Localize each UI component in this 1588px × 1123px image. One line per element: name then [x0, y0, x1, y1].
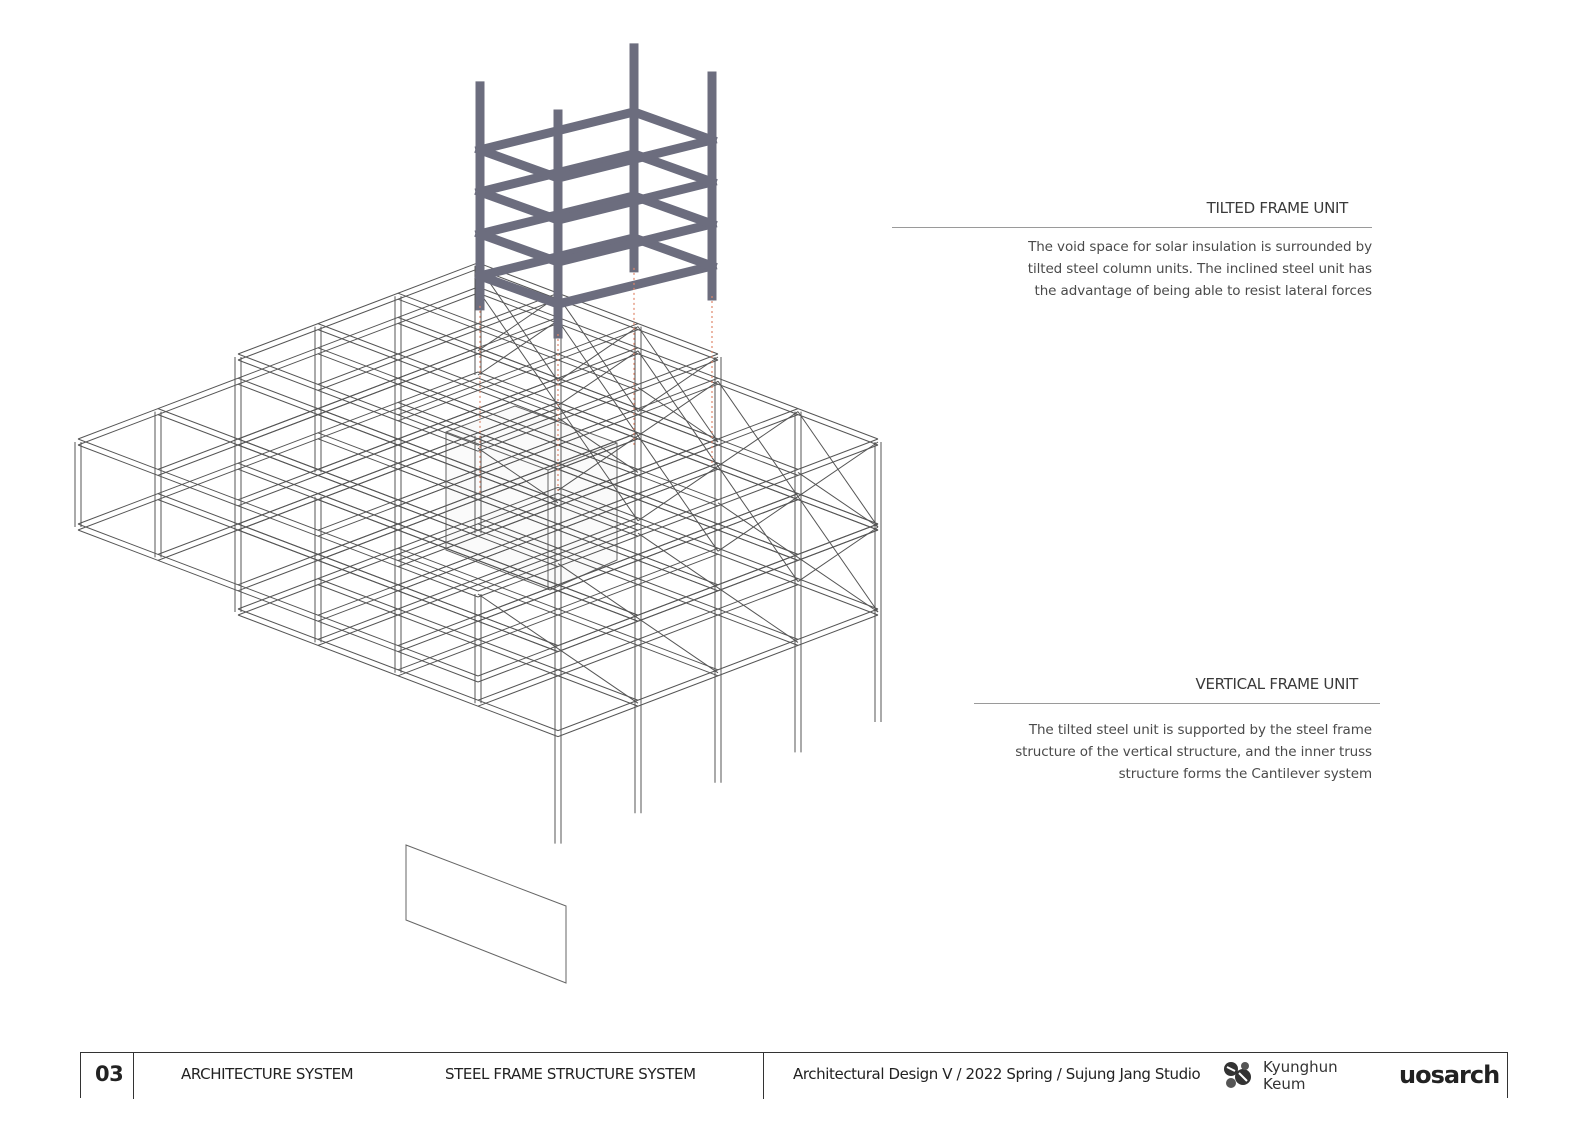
text-line: structure of the vertical structure, and the inner truss	[1015, 744, 1372, 760]
text-line: The tilted steel unit is supported by the steel frame	[1028, 722, 1372, 738]
course-label: Architectural Design V / 2022 Spring / Sujung Jang Studio	[793, 1065, 1201, 1083]
author-last-name: Keum	[1263, 1075, 1306, 1093]
text-line: structure forms the Cantilever system	[1118, 766, 1372, 782]
text-line: tilted steel column units. The inclined steel unit has	[1027, 261, 1372, 277]
author-name	[1263, 1059, 1338, 1093]
text-line: the advantage of being able to resist lateral forces	[1034, 283, 1372, 299]
section-rule-tilted	[892, 227, 1372, 228]
tilted-frame-unit	[480, 48, 712, 334]
section-title-vertical: VERTICAL FRAME UNIT	[1195, 675, 1358, 693]
section-text-tilted	[1028, 236, 1372, 302]
section-rule-vertical	[974, 703, 1380, 704]
text-line: The void space for solar insulation is surrounded by	[1028, 239, 1372, 255]
topic-label: STEEL FRAME STRUCTURE SYSTEM	[445, 1065, 696, 1083]
page-number: 03	[95, 1062, 124, 1086]
footer-divider	[133, 1053, 134, 1099]
chapter-label: ARCHITECTURE SYSTEM	[181, 1065, 354, 1083]
base-block	[406, 845, 566, 983]
author-logo-icon	[1221, 1059, 1255, 1091]
uosarch-logo: uosarch	[1399, 1061, 1500, 1089]
footer-divider	[763, 1053, 764, 1099]
author-first-name: Kyunghun	[1263, 1058, 1338, 1076]
section-text-vertical	[1015, 719, 1372, 785]
footer-bar	[80, 1052, 1508, 1098]
section-title-tilted: TILTED FRAME UNIT	[1206, 199, 1348, 217]
